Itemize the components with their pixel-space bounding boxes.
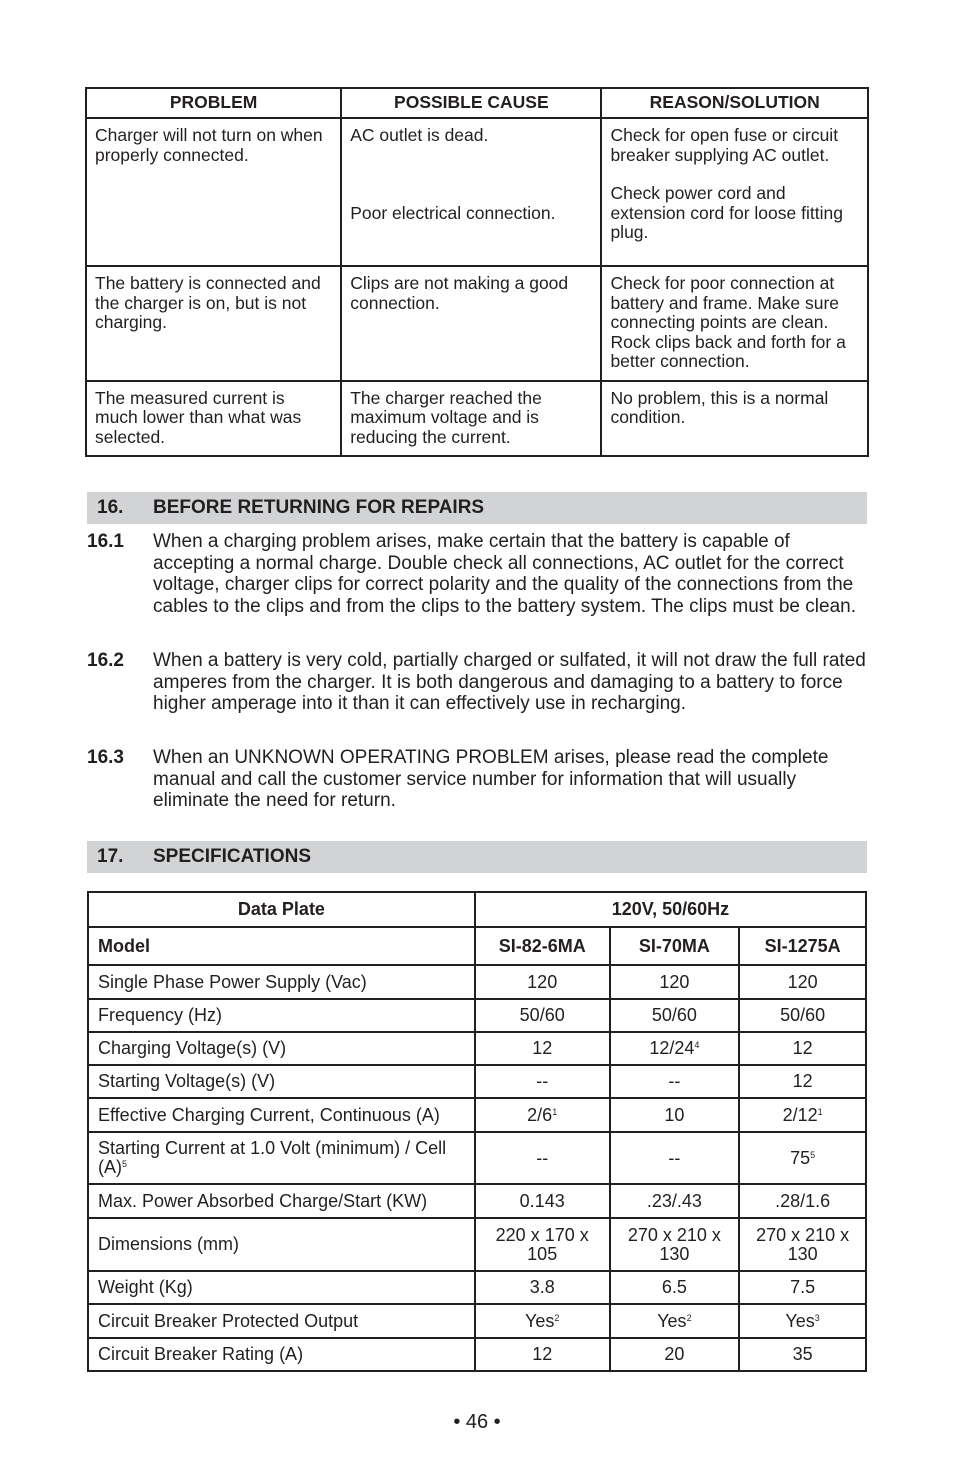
table-row <box>88 999 866 1032</box>
spec-value: 50/60 <box>475 999 610 1032</box>
section-16-header <box>87 492 867 524</box>
spec-value: 12 <box>475 1032 610 1065</box>
spec-value: 50/60 <box>610 999 740 1032</box>
spec-label: Max. Power Absorbed Charge/Start (KW) <box>88 1184 475 1218</box>
spec-value: -- <box>475 1065 610 1098</box>
model-name: SI-1275A <box>739 927 866 965</box>
page-number: • 46 • <box>453 1411 501 1433</box>
spec-value: 270 x 210 x 130 <box>739 1218 866 1271</box>
spec-value: .23/.43 <box>610 1184 740 1218</box>
spec-label: Effective Charging Current, Continuous (A) <box>88 1098 475 1132</box>
solution-cell: No problem, this is a normal condition. <box>601 381 868 457</box>
table-row <box>86 118 868 266</box>
model-row <box>88 927 866 965</box>
table-row <box>88 1098 866 1132</box>
table-row <box>88 1132 866 1184</box>
spec-value: $2/12^1$ <box>739 1098 866 1132</box>
footnote-ref: 2 <box>554 1312 560 1323</box>
spec-label: Starting Voltage(s) (V) <box>88 1065 475 1098</box>
spec-value: -- <box>610 1132 740 1184</box>
spec-value: 120 <box>610 965 740 999</box>
cause-text: Poor electrical connection. <box>350 202 556 223</box>
spec-value: 12 <box>475 1338 610 1371</box>
footnote-ref: 2 <box>686 1312 692 1323</box>
problem-cell: The measured current is much lower than what was selected. <box>86 381 341 457</box>
footnote-ref: 1 <box>817 1106 823 1117</box>
section-title: BEFORE RETURNING FOR REPAIRS <box>153 497 485 518</box>
spec-value: 0.143 <box>475 1184 610 1218</box>
spec-value: 50/60 <box>739 999 866 1032</box>
paragraph-number: 16.2 <box>87 650 124 671</box>
spec-value: -- <box>475 1132 610 1184</box>
spec-label: Starting Current at 1.0 Volt (minimum) / Cell $(A)^5$ <box>88 1132 475 1184</box>
spec-value: 270 x 210 x 130 <box>610 1218 740 1271</box>
cause-cell <box>341 118 601 266</box>
spec-label: Frequency (Hz) <box>88 999 475 1032</box>
spec-value: 12 <box>739 1065 866 1098</box>
spec-value: 35 <box>739 1338 866 1371</box>
spec-value: 20 <box>610 1338 740 1371</box>
footnote-ref: 5 <box>122 1159 128 1169</box>
table-row <box>88 1338 866 1371</box>
table-row <box>88 1184 866 1218</box>
section-17-header <box>87 841 867 873</box>
table-row <box>88 1032 866 1065</box>
spec-value: 3.8 <box>475 1271 610 1304</box>
spec-value: 7.5 <box>739 1271 866 1304</box>
spec-value: -- <box>610 1065 740 1098</box>
troubleshooting-table <box>85 87 869 457</box>
section-number: 16. <box>97 497 124 518</box>
spec-label: Circuit Breaker Protected Output <box>88 1304 475 1338</box>
spec-label: Dimensions (mm) <box>88 1218 475 1271</box>
problem-cell: Charger will not turn on when properly connected. <box>86 118 341 266</box>
spec-value: 120 <box>475 965 610 999</box>
paragraph-text: When a battery is very cold, partially charged or sulfated, it will not draw the full rated amperes from the charger. It is both dangerous and damaging to a battery to force higher amperage into it than it can effectively use in recharging. <box>153 650 866 715</box>
spec-value: $12/24^4$ <box>610 1032 740 1065</box>
model-name: SI-70MA <box>610 927 740 965</box>
solution-text: Check power cord and extension cord for loose fitting plug. <box>610 183 843 242</box>
table-row <box>86 381 868 457</box>
data-plate-row <box>88 892 866 927</box>
section-title: SPECIFICATIONS <box>153 846 311 867</box>
spec-label: Circuit Breaker Rating (A) <box>88 1338 475 1371</box>
solution-cell: Check for poor connection at battery and frame. Make sure connecting points are clean. Rock clips back and forth for a better connection. <box>601 266 868 381</box>
cause-text: AC outlet is dead. <box>350 125 489 145</box>
table-row <box>88 1218 866 1271</box>
spec-value: Yes$^2$ <box>475 1304 610 1338</box>
footnote-ref: 5 <box>810 1149 816 1160</box>
footnote-ref: 1 <box>552 1106 558 1117</box>
spec-value: 6.5 <box>610 1271 740 1304</box>
problem-cell: The battery is connected and the charger is on, but is not charging. <box>86 266 341 381</box>
spec-value: 120 <box>739 965 866 999</box>
cause-cell: The charger reached the maximum voltage and is reducing the current. <box>341 381 601 457</box>
spec-label: Weight (Kg) <box>88 1271 475 1304</box>
paragraph-text: When a charging problem arises, make certain that the battery is capable of accepting a normal charge. Double check all connections, AC outlet for the correct voltage, charger clips for correct polarity and the quality of the connections from the cables to the clips and from the clips to the battery system. The clips must be clean. <box>153 531 856 617</box>
model-name: SI-82-6MA <box>475 927 610 965</box>
spec-label: Charging Voltage(s) (V) <box>88 1032 475 1065</box>
table-row <box>88 1271 866 1304</box>
table-row <box>86 266 868 381</box>
data-plate-value: 120V, 50/60Hz <box>475 892 866 927</box>
paragraph-number: 16.3 <box>87 747 124 768</box>
footnote-ref: 4 <box>694 1040 700 1050</box>
footnote-ref: 3 <box>814 1312 820 1323</box>
data-plate-label: Data Plate <box>88 892 475 927</box>
header-problem: PROBLEM <box>86 88 341 118</box>
header-possible-cause: POSSIBLE CAUSE <box>341 88 601 118</box>
model-label: Model <box>88 927 475 965</box>
solution-text: Check for open fuse or circuit breaker supplying AC outlet. <box>610 125 839 165</box>
spec-value: 10 <box>610 1098 740 1132</box>
spec-value: $2/6^1$ <box>475 1098 610 1132</box>
troubleshooting-header-row <box>86 88 868 118</box>
spec-value: 220 x 170 x 105 <box>475 1218 610 1271</box>
table-row <box>88 1065 866 1098</box>
cause-cell: Clips are not making a good connection. <box>341 266 601 381</box>
table-row <box>88 965 866 999</box>
section-number: 17. <box>97 846 124 867</box>
header-reason-solution: REASON/SOLUTION <box>601 88 868 118</box>
spec-value: 12 <box>739 1032 866 1065</box>
specifications-table <box>87 891 867 1372</box>
spec-value: Yes$^2$ <box>610 1304 740 1338</box>
solution-cell <box>601 118 868 266</box>
paragraph-text: When an UNKNOWN OPERATING PROBLEM arises, please read the complete manual and call the customer service number for information that will usually eliminate the need for return. <box>153 747 829 812</box>
table-row <box>88 1304 866 1338</box>
spec-value: .28/1.6 <box>739 1184 866 1218</box>
spec-value: $75^5$ <box>739 1132 866 1184</box>
paragraph-number: 16.1 <box>87 531 124 552</box>
spec-label: Single Phase Power Supply (Vac) <box>88 965 475 999</box>
spec-value: Yes$^3$ <box>739 1304 866 1338</box>
